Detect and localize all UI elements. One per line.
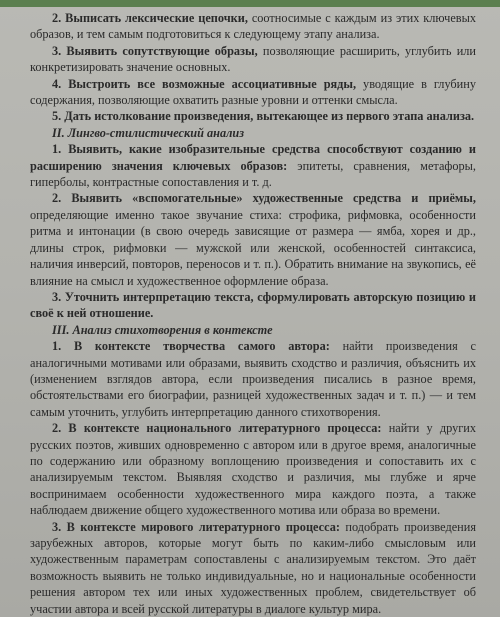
paragraph-5 [30, 108, 476, 124]
page-text [30, 10, 476, 617]
section2-item-3 [30, 289, 476, 322]
item-lead: 1. В контексте творчества самого автора: [52, 339, 330, 354]
page-top-edge [0, 0, 500, 7]
paragraph-lead: 3. Выявить сопутствующие образы, [52, 43, 258, 58]
item-lead: 2. В контексте национального литературного процесса: [52, 421, 382, 436]
item-lead: 1. Выявить, какие изобразительные средства способствуют созданию и расширению значения ключевых образов: [30, 142, 476, 173]
item-body: определяющие именно такое звучание стиха: строфика, рифмовка, особенности ритма и интонации (в свою очередь зависящие от размера — ямба, хорея и др., длины строк, рифмовки — мужской или женской, особенностей синтаксиса, наличия инверсий, повторов, переносов и т. п.). Обратить внимание на звукопись, её влияние на смысл и художественное оформление образа. [30, 207, 476, 288]
paragraph-lead: 4. Выстроить все возможные ассоциативные ряды, [52, 76, 357, 91]
item-body: эпитеты, сравнения, метафоры, гиперболы, контрастные сопоставления и т. д. [30, 158, 476, 190]
section-heading-context: III. Анализ стихотворения в контексте [52, 322, 273, 337]
section-heading-linguistic: II. Лингво-стилистический анализ [52, 125, 245, 140]
section3-item-2 [30, 420, 476, 518]
paragraph-body: соотносимые с каждым из этих ключевых образов, и тем самым подготовиться к следующему этапу анализа. [30, 11, 476, 42]
item-body: подобрать произведения зарубежных авторов, которые могут быть по каким-либо смысловым или художественным параметрам сопоставлены с анализируемым текстом. Это даёт возможность выявить не только индивидуальные, но и национальные особенности решения автором тех или иных художественных проблем, свидетельствует об участии автора и всей русской литературы в диалоге культур мира. [30, 519, 476, 616]
paragraph-body: позволяющие расширить, углубить или конкретизировать значение основных. [30, 43, 476, 75]
item-body: найти у других русских поэтов, живших одновременно с автором или в другое время, аналогичные по содержанию или образному воплощению произведения и сопоставить их с анализируемым текстом. Выявляя сходство и различия, мы глубже и ярче воспринимаем особенности художественного мира каждого поэта, а также наблюдаем движение общего художественного мотива или образа во времени. [30, 421, 476, 518]
item-lead: 3. В контексте мирового литературного процесса: [52, 519, 340, 534]
paragraph-lead: 2. Выписать лексические цепочки, [52, 11, 248, 25]
section2-item-1 [30, 141, 476, 190]
section2-item-2 [30, 190, 476, 288]
item-lead: 2. Выявить «вспомогательные» художественные средства и приёмы, [52, 191, 476, 206]
paragraph-lead: 5. Дать истолкование произведения, вытекающее из первого этапа анализа. [52, 109, 475, 124]
paragraph-4 [30, 76, 476, 109]
section3-item-1 [30, 338, 476, 420]
item-lead: 3. Уточнить интерпретацию текста, сформулировать авторскую позицию и своё к ней отношение. [30, 289, 476, 321]
paragraph-3 [30, 43, 476, 76]
section3-item-3 [30, 519, 476, 617]
item-body: найти произведения с аналогичными мотивами или образами, выявить сходство и различия, объяснить их (изменением взглядов автора, если произведения писались в разное время, обстоятельствами его биографии, разницей художественных задач и т. п.) — и тем самым уточнить, углубить интерпретацию данного стихотворения. [30, 339, 476, 419]
paragraph-body: уводящие в глубину содержания, позволяющие охватить разные уровни и оттенки смысла. [30, 76, 476, 108]
paragraph-2 [30, 10, 476, 43]
